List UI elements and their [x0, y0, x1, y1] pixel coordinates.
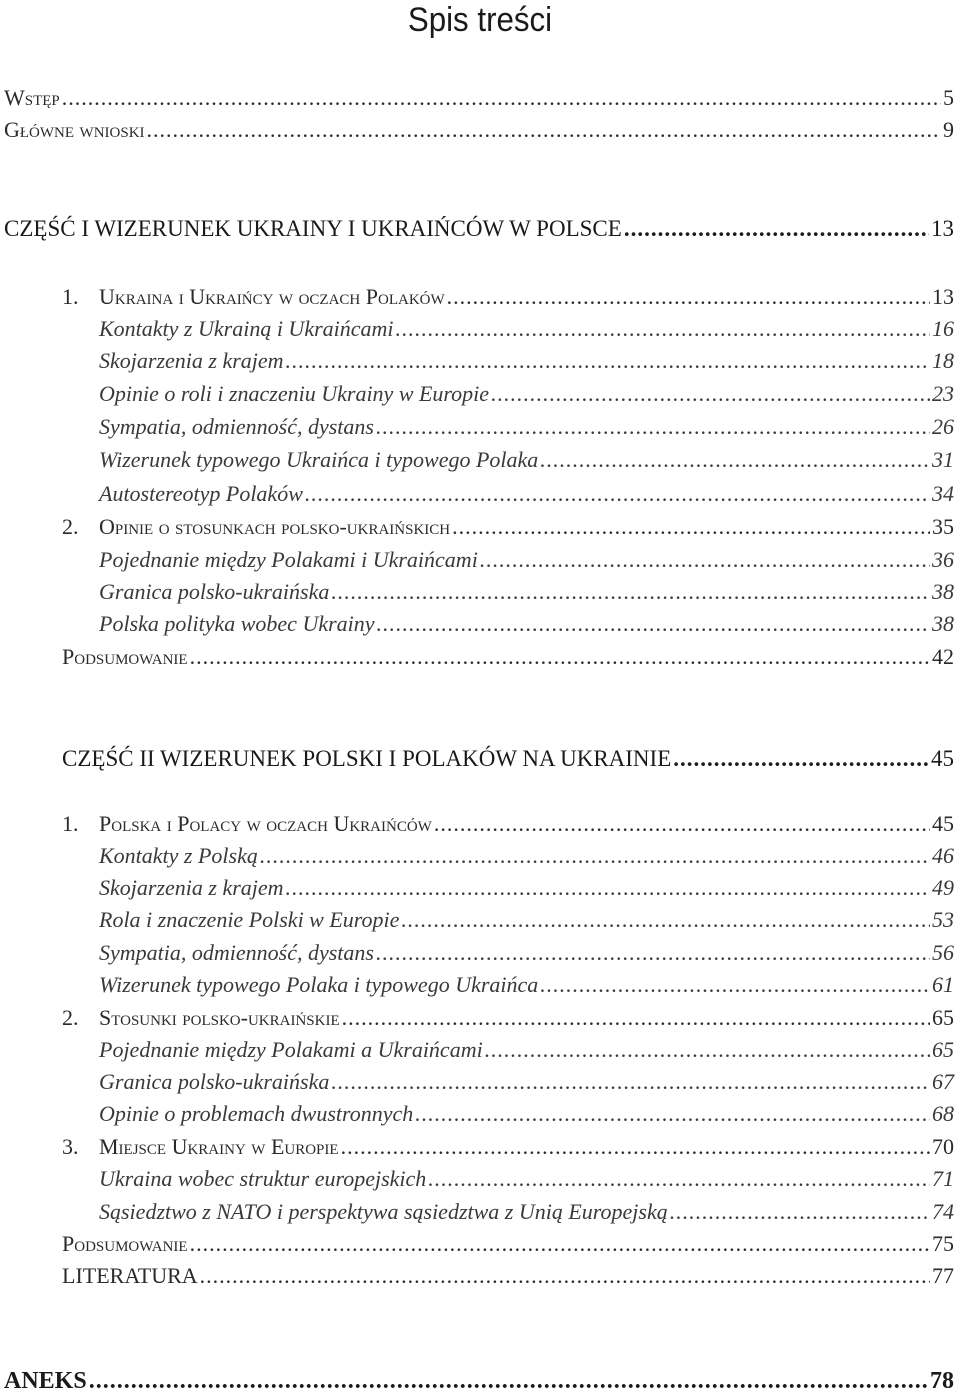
toc-entry-page: 38 — [932, 611, 954, 636]
toc-leader-dots — [341, 1133, 930, 1161]
toc-bibliography[interactable] — [62, 1262, 954, 1290]
toc-section[interactable] — [99, 971, 954, 999]
toc-section[interactable] — [99, 446, 954, 474]
toc-entry-label: Wizerunek typowego Ukraińca i typowego Polaka — [99, 447, 539, 472]
toc-leader-dots — [673, 745, 929, 773]
toc-leader-dots — [415, 1100, 930, 1128]
toc-entry-page: 13 — [932, 284, 954, 309]
toc-entry-number: 3. — [62, 1134, 79, 1159]
toc-section[interactable] — [99, 1068, 954, 1096]
toc-part-2[interactable] — [62, 745, 954, 773]
toc-section[interactable] — [99, 939, 954, 967]
toc-entry-label: Ukraina wobec struktur europejskich — [99, 1166, 427, 1191]
toc-section[interactable] — [99, 1100, 954, 1128]
toc-section[interactable] — [99, 546, 954, 574]
toc-entry-page: 16 — [932, 316, 954, 341]
toc-appendix[interactable] — [4, 1367, 954, 1395]
toc-entry-label: Podsumowanie — [62, 1231, 188, 1256]
toc-leader-dots — [447, 283, 930, 311]
toc-leader-dots — [452, 513, 930, 541]
toc-entry-label: Pojednanie między Polakami i Ukraińcami — [99, 547, 478, 572]
toc-entry-page: 42 — [932, 644, 954, 669]
toc-leader-dots — [480, 546, 930, 574]
toc-entry-page: 71 — [932, 1166, 954, 1191]
toc-entry-label: Kontakty z Ukrainą i Ukraińcami — [99, 316, 394, 341]
toc-leader-dots — [200, 1262, 930, 1290]
toc-entry-label: Autostereotyp Polaków — [99, 481, 303, 506]
toc-section[interactable] — [99, 380, 954, 408]
toc-chapter-1-2[interactable] — [62, 513, 954, 541]
toc-entry-page: 61 — [932, 972, 954, 997]
toc-entry-label: Kontakty z Polską — [99, 843, 258, 868]
toc-entry-label: LITERATURA — [62, 1263, 198, 1288]
toc-entry-page: 9 — [943, 117, 954, 142]
toc-leader-dots — [286, 874, 930, 902]
toc-leader-dots — [376, 939, 930, 967]
toc-leader-dots — [342, 1004, 930, 1032]
toc-entry-label: Główne wnioski — [4, 117, 145, 142]
toc-entry-label: Ukraina i Ukraińcy w oczach Polaków — [99, 284, 445, 309]
toc-summary-2[interactable] — [62, 1230, 954, 1258]
toc-section[interactable] — [99, 1165, 954, 1193]
toc-entry-label: Stosunki polsko-ukraińskie — [99, 1005, 340, 1030]
toc-entry-page: 46 — [932, 843, 954, 868]
toc-leader-dots — [434, 810, 930, 838]
toc-leader-dots — [331, 1068, 930, 1096]
toc-entry-page: 77 — [932, 1263, 954, 1288]
toc-leader-dots — [260, 842, 930, 870]
toc-entry-page: 67 — [932, 1069, 954, 1094]
toc-leader-dots — [377, 610, 930, 638]
toc-entry-page: 78 — [930, 1368, 954, 1394]
toc-leader-dots — [190, 643, 930, 671]
toc-leader-dots — [670, 1198, 930, 1226]
toc-entry-page: 13 — [931, 216, 954, 241]
toc-entry-number: 1. — [62, 811, 79, 836]
toc-leader-dots — [89, 1367, 928, 1395]
toc-entry-page: 56 — [932, 940, 954, 965]
toc-entry-label: Polska i Polacy w oczach Ukraińców — [99, 811, 432, 836]
toc-section[interactable] — [99, 1198, 954, 1226]
toc-entry-page: 5 — [943, 85, 954, 110]
toc-section[interactable] — [99, 610, 954, 638]
toc-entry-page: 75 — [932, 1231, 954, 1256]
toc-entry-page: 53 — [932, 907, 954, 932]
toc-entry-label: Opinie o roli i znaczeniu Ukrainy w Europie — [99, 381, 490, 406]
toc-chapter-2-3[interactable] — [62, 1133, 954, 1161]
toc-leader-dots — [540, 971, 930, 999]
toc-leader-dots — [396, 315, 930, 343]
toc-entry-number: 2. — [62, 1005, 79, 1030]
toc-leader-dots — [540, 446, 930, 474]
toc-leader-dots — [331, 578, 930, 606]
toc-section[interactable] — [99, 315, 954, 343]
toc-entry-label: Sympatia, odmienność, dystans — [99, 940, 374, 965]
toc-entry-number: 1. — [62, 284, 79, 309]
toc-summary-1[interactable] — [62, 643, 954, 671]
toc-entry-label: Polska polityka wobec Ukrainy — [99, 611, 375, 636]
toc-leader-dots — [147, 116, 941, 144]
toc-section[interactable] — [99, 1036, 954, 1064]
toc-leader-dots — [401, 906, 930, 934]
toc-leader-dots — [428, 1165, 930, 1193]
toc-entry-label: Wizerunek typowego Polaka i typowego Ukraińca — [99, 972, 539, 997]
toc-leader-dots — [62, 84, 941, 112]
toc-entry-page: 26 — [932, 414, 954, 439]
toc-section[interactable] — [99, 347, 954, 375]
toc-section[interactable] — [99, 906, 954, 934]
toc-entry-page: 31 — [932, 447, 954, 472]
toc-entry-page: 34 — [932, 481, 954, 506]
toc-leader-dots — [485, 1036, 930, 1064]
toc-leader-dots — [491, 380, 930, 408]
toc-entry-page: 23 — [932, 381, 954, 406]
toc-entry-label: Opinie o problemach dwustronnych — [99, 1101, 414, 1126]
toc-entry-main-conclusions[interactable] — [4, 116, 954, 144]
toc-entry-label: Miejsce Ukrainy w Europie — [99, 1134, 339, 1159]
toc-part-1[interactable] — [4, 215, 954, 243]
toc-entry-label: CZĘŚĆ I WIZERUNEK UKRAINY I UKRAIŃCÓW W POLSCE — [4, 216, 622, 241]
toc-entry-label: Wstęp — [4, 85, 60, 110]
toc-entry-label: CZĘŚĆ II WIZERUNEK POLSKI I POLAKÓW NA UKRAINIE — [62, 746, 672, 771]
toc-title: Spis treści — [407, 1, 553, 39]
toc-entry-label: Skojarzenia z krajem — [99, 348, 284, 373]
toc-leader-dots — [305, 480, 930, 508]
toc-leader-dots — [190, 1230, 930, 1258]
toc-section[interactable] — [99, 578, 954, 606]
toc-entry-label: Podsumowanie — [62, 644, 188, 669]
toc-entry-page: 70 — [932, 1134, 954, 1159]
toc-entry-label: Skojarzenia z krajem — [99, 875, 284, 900]
toc-entry-page: 74 — [932, 1199, 954, 1224]
toc-entry-label: Pojednanie między Polakami a Ukraińcami — [99, 1037, 483, 1062]
toc-entry-number: 2. — [62, 514, 79, 539]
toc-section[interactable] — [99, 874, 954, 902]
toc-entry-page: 45 — [931, 746, 954, 771]
toc-leader-dots — [624, 215, 929, 243]
toc-leader-dots — [286, 347, 930, 375]
toc-entry-label: Sąsiedztwo z NATO i perspektywa sąsiedztwa z Unią Europejską — [99, 1199, 668, 1224]
toc-entry-page: 38 — [932, 579, 954, 604]
toc-entry-intro[interactable] — [4, 84, 954, 112]
toc-entry-page: 65 — [932, 1005, 954, 1030]
toc-entry-label: Granica polsko-ukraińska — [99, 579, 330, 604]
toc-entry-label: Sympatia, odmienność, dystans — [99, 414, 374, 439]
toc-entry-page: 49 — [932, 875, 954, 900]
toc-entry-page: 36 — [932, 547, 954, 572]
toc-entry-label: ANEKS — [4, 1368, 87, 1394]
toc-entry-page: 65 — [932, 1037, 954, 1062]
toc-section[interactable] — [99, 480, 954, 508]
toc-chapter-2-1[interactable] — [62, 810, 954, 838]
toc-entry-label: Opinie o stosunkach polsko-ukraińskich — [99, 514, 451, 539]
toc-entry-page: 68 — [932, 1101, 954, 1126]
toc-leader-dots — [376, 413, 930, 441]
toc-entry-page: 45 — [932, 811, 954, 836]
toc-chapter-1-1[interactable] — [62, 283, 954, 311]
toc-entry-page: 18 — [932, 348, 954, 373]
toc-chapter-2-2[interactable] — [62, 1004, 954, 1032]
toc-section[interactable] — [99, 842, 954, 870]
toc-section[interactable] — [99, 413, 954, 441]
toc-entry-label: Granica polsko-ukraińska — [99, 1069, 330, 1094]
toc-entry-label: Rola i znaczenie Polski w Europie — [99, 907, 400, 932]
toc-entry-page: 35 — [932, 514, 954, 539]
